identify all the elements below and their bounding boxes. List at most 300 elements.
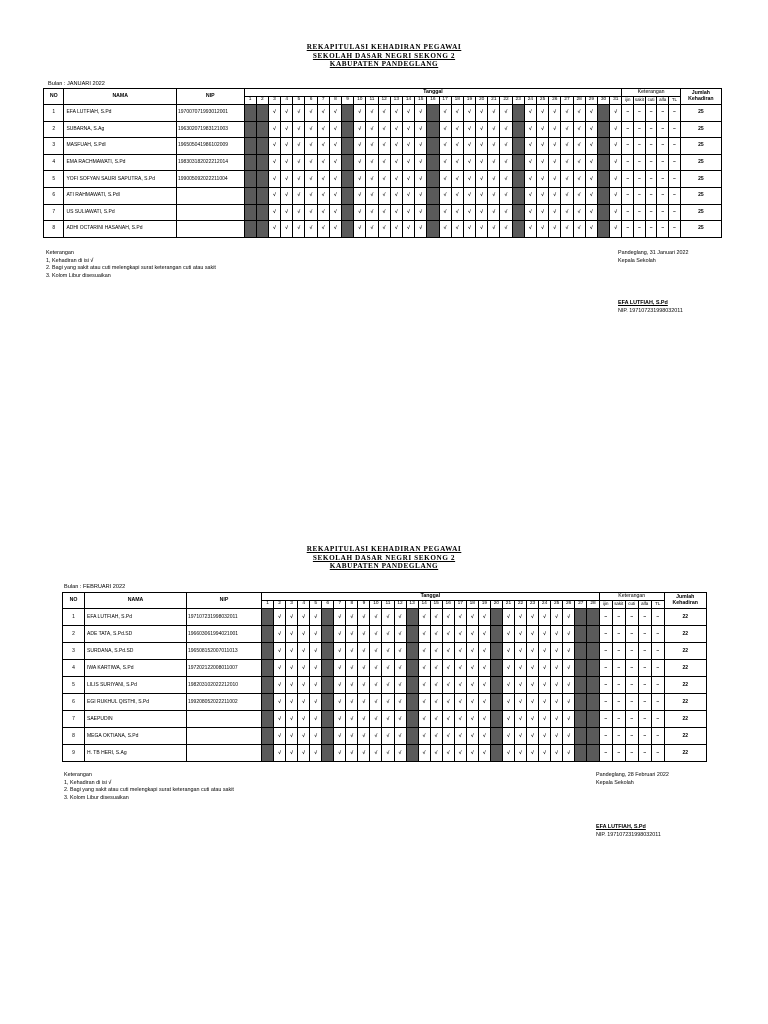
title-line: KABUPATEN PANDEGLANG [329,562,439,571]
check-icon: √ [390,154,402,171]
row-nip [187,711,262,728]
libur-cell [597,121,609,138]
day-number: 6 [305,97,317,105]
check-icon: √ [358,626,370,643]
check-icon: √ [394,643,406,660]
check-icon: √ [334,728,346,745]
ket-dash: – [651,660,664,677]
check-icon: √ [539,745,551,762]
check-icon: √ [585,187,597,204]
ket-dash: – [657,154,669,171]
day-number: 1 [244,97,256,105]
check-icon: √ [524,171,536,188]
sign-name: EFA LUTFIAH, S.Pd [618,300,668,306]
check-icon: √ [317,204,329,221]
note-line: Keterangan [46,250,74,256]
row-nama: ATI RAHMAWATI, S.Pdl [64,187,177,204]
check-icon: √ [268,105,280,122]
check-icon: √ [610,187,622,204]
check-icon: √ [500,221,512,238]
check-icon: √ [298,643,310,660]
check-icon: √ [549,105,561,122]
ket-dash: – [638,660,651,677]
row-no: 5 [44,171,64,188]
check-icon: √ [454,694,466,711]
libur-cell [256,138,268,155]
row-jumlah: 25 [680,204,721,221]
row-no: 7 [44,204,64,221]
check-icon: √ [334,677,346,694]
ket-dash: – [599,745,612,762]
check-icon: √ [378,121,390,138]
check-icon: √ [346,626,358,643]
check-icon: √ [585,171,597,188]
check-icon: √ [537,105,549,122]
check-icon: √ [502,711,514,728]
note-line: 2. Bagi yang sakit atau cuti melengkapi surat keterangan cuti atau sakit [64,787,234,794]
libur-cell [575,626,587,643]
check-icon: √ [286,626,298,643]
libur-cell [490,660,502,677]
check-icon: √ [439,204,451,221]
check-icon: √ [549,154,561,171]
check-icon: √ [390,171,402,188]
check-icon: √ [549,121,561,138]
check-icon: √ [549,204,561,221]
libur-cell [342,171,354,188]
day-number: 26 [563,601,575,609]
check-icon: √ [514,660,526,677]
row-no: 4 [44,154,64,171]
row-nama: H. TB HERI, S.Ag [85,745,187,762]
table-row [44,171,722,188]
check-icon: √ [274,694,286,711]
check-icon: √ [268,138,280,155]
check-icon: √ [439,138,451,155]
check-icon: √ [439,154,451,171]
check-icon: √ [310,728,322,745]
libur-cell [575,694,587,711]
check-icon: √ [382,626,394,643]
check-icon: √ [451,171,463,188]
check-icon: √ [537,204,549,221]
check-icon: √ [527,711,539,728]
ket-dash: – [638,711,651,728]
check-icon: √ [358,711,370,728]
row-jumlah: 22 [664,626,706,643]
row-nip [176,187,244,204]
check-icon: √ [527,728,539,745]
check-icon: √ [563,711,575,728]
check-icon: √ [502,728,514,745]
libur-cell [406,660,418,677]
check-icon: √ [539,660,551,677]
header-no: NO [63,593,85,609]
header-nip: NIP [187,593,262,609]
day-number: 25 [537,97,549,105]
check-icon: √ [378,187,390,204]
check-icon: √ [418,677,430,694]
bulan-label: Bulan : JANUARI 2022 [48,81,105,87]
check-icon: √ [454,609,466,626]
check-icon: √ [442,711,454,728]
row-jumlah: 22 [664,609,706,626]
day-number: 14 [402,97,414,105]
check-icon: √ [329,138,341,155]
check-icon: √ [415,187,427,204]
check-icon: √ [281,138,293,155]
check-icon: √ [305,204,317,221]
check-icon: √ [463,121,475,138]
check-icon: √ [274,609,286,626]
ket-dash: – [612,677,625,694]
check-icon: √ [500,204,512,221]
libur-cell [406,643,418,660]
attendance-table [43,88,722,238]
check-icon: √ [358,643,370,660]
libur-cell [406,711,418,728]
day-number: 2 [256,97,268,105]
check-icon: √ [354,105,366,122]
day-number: 26 [549,97,561,105]
check-icon: √ [439,171,451,188]
header-jumlah: Jumlah Kehadiran [664,593,706,609]
check-icon: √ [305,138,317,155]
libur-cell [256,221,268,238]
check-icon: √ [502,626,514,643]
check-icon: √ [549,187,561,204]
libur-cell [512,187,524,204]
libur-cell [342,121,354,138]
check-icon: √ [500,154,512,171]
check-icon: √ [281,154,293,171]
check-icon: √ [334,711,346,728]
row-nama: LILIS SURIYANI, S.Pd [85,677,187,694]
check-icon: √ [354,187,366,204]
check-icon: √ [298,609,310,626]
ket-dash: – [622,171,634,188]
header-tanggal: Tanggal [244,89,622,97]
ket-col-cuti: cuti [645,97,657,105]
row-nama: EFA LUTFIAH, S.Pd [85,609,187,626]
libur-cell [342,221,354,238]
check-icon: √ [366,154,378,171]
check-icon: √ [274,728,286,745]
check-icon: √ [463,138,475,155]
check-icon: √ [346,694,358,711]
libur-cell [512,204,524,221]
check-icon: √ [366,171,378,188]
check-icon: √ [539,711,551,728]
check-icon: √ [305,154,317,171]
header-no: NO [44,89,64,105]
check-icon: √ [90,257,94,264]
check-icon: √ [442,609,454,626]
check-icon: √ [370,711,382,728]
ket-dash: – [657,171,669,188]
ket-dash: – [599,677,612,694]
row-nama: ADE TATA, S.Pd.SD [85,626,187,643]
check-icon: √ [366,187,378,204]
ket-dash: – [625,643,638,660]
check-icon: √ [502,643,514,660]
check-icon: √ [451,187,463,204]
check-icon: √ [514,677,526,694]
ket-dash: – [645,187,657,204]
day-number: 23 [512,97,524,105]
check-icon: √ [610,138,622,155]
day-number: 12 [394,601,406,609]
row-no: 3 [44,138,64,155]
ket-dash: – [612,660,625,677]
check-icon: √ [430,626,442,643]
check-icon: √ [310,711,322,728]
check-icon: √ [390,221,402,238]
libur-cell [512,221,524,238]
check-icon: √ [454,677,466,694]
check-icon: √ [610,154,622,171]
libur-cell [575,728,587,745]
check-icon: √ [293,138,305,155]
check-icon: √ [514,711,526,728]
ket-col-alfa: alfa [638,601,651,609]
day-number: 9 [358,601,370,609]
check-icon: √ [354,138,366,155]
check-icon: √ [268,187,280,204]
libur-cell [262,643,274,660]
day-number: 24 [524,97,536,105]
check-icon: √ [382,609,394,626]
check-icon: √ [293,171,305,188]
libur-cell [427,171,439,188]
table-row [63,677,707,694]
ket-dash: – [634,221,646,238]
check-icon: √ [329,105,341,122]
check-icon: √ [418,643,430,660]
libur-cell [322,745,334,762]
title-line: SEKOLAH DASAR NEGRI SEKONG 2 [312,51,456,60]
check-icon: √ [430,660,442,677]
check-icon: √ [394,609,406,626]
row-no: 9 [63,745,85,762]
check-icon: √ [310,626,322,643]
check-icon: √ [394,745,406,762]
check-icon: √ [418,694,430,711]
ket-dash: – [657,187,669,204]
row-nama: US SULIAWATI, S.Pd [64,204,177,221]
check-icon: √ [274,745,286,762]
check-icon: √ [286,728,298,745]
signature-block [596,772,669,787]
check-icon: √ [286,745,298,762]
check-icon: √ [346,711,358,728]
check-icon: √ [378,105,390,122]
check-icon: √ [539,643,551,660]
check-icon: √ [476,154,488,171]
row-jumlah: 22 [664,728,706,745]
note-line: 3. Kolom Libur disesuaikan [46,272,111,279]
check-icon: √ [551,660,563,677]
ket-dash: – [625,626,638,643]
signature-name-block [596,824,661,839]
check-icon: √ [463,171,475,188]
row-nip: 199208052022211002 [187,694,262,711]
title-line: REKAPITULASI KEHADIRAN PEGAWAI [306,43,462,51]
day-number: 25 [551,601,563,609]
check-icon: √ [573,105,585,122]
check-icon: √ [382,728,394,745]
check-icon: √ [454,660,466,677]
check-icon: √ [317,105,329,122]
signature-name-block [618,300,683,315]
check-icon: √ [281,171,293,188]
row-jumlah: 25 [680,187,721,204]
check-icon: √ [476,105,488,122]
check-icon: √ [317,154,329,171]
check-icon: √ [293,154,305,171]
libur-cell [244,138,256,155]
ket-dash: – [622,221,634,238]
row-jumlah: 22 [664,745,706,762]
note-line: 2. Bagi yang sakit atau cuti melengkapi surat keterangan cuti atau sakit [46,265,216,272]
check-icon: √ [281,204,293,221]
check-icon: √ [346,728,358,745]
ket-dash: – [651,609,664,626]
check-icon: √ [418,745,430,762]
check-icon: √ [561,204,573,221]
check-icon: √ [463,221,475,238]
libur-cell [490,745,502,762]
check-icon: √ [573,187,585,204]
row-jumlah: 25 [680,221,721,238]
ket-dash: – [612,626,625,643]
header-nama: NAMA [85,593,187,609]
day-number: 5 [310,601,322,609]
check-icon: √ [370,694,382,711]
libur-cell [587,677,599,694]
check-icon: √ [298,745,310,762]
check-icon: √ [551,626,563,643]
row-nama: SUBARNA, S.Ag [64,121,177,138]
libur-cell [587,643,599,660]
check-icon: √ [451,204,463,221]
ket-col-sakit: sakit [612,601,625,609]
libur-cell [597,171,609,188]
check-icon: √ [537,121,549,138]
check-icon: √ [346,677,358,694]
check-icon: √ [418,711,430,728]
check-icon: √ [563,660,575,677]
check-icon: √ [442,626,454,643]
table-row [63,609,707,626]
day-number: 19 [478,601,490,609]
check-icon: √ [298,711,310,728]
check-icon: √ [394,728,406,745]
row-nip [187,745,262,762]
day-number: 4 [281,97,293,105]
check-icon: √ [610,204,622,221]
sign-place-date: Pandeglang, 28 Februari 2022 [596,772,669,778]
row-nama: EGI RUKHUL QISTHI, S.Pd [85,694,187,711]
signature-block [618,250,688,265]
table-row [63,728,707,745]
libur-cell [427,105,439,122]
row-nama: EMA RACHMAWATI, S.Pd [64,154,177,171]
ket-col-sakit: sakit [634,97,646,105]
ket-col-ijin: ijin [599,601,612,609]
row-nip: 197107231998032011 [187,609,262,626]
check-icon: √ [549,171,561,188]
ket-dash: – [622,154,634,171]
ket-dash: – [651,728,664,745]
ket-dash: – [599,626,612,643]
check-icon: √ [430,728,442,745]
ket-dash: – [599,643,612,660]
check-icon: √ [442,694,454,711]
check-icon: √ [466,660,478,677]
ket-dash: – [657,105,669,122]
day-number: 6 [322,601,334,609]
libur-cell [406,728,418,745]
check-icon: √ [488,105,500,122]
libur-cell [322,660,334,677]
check-icon: √ [442,660,454,677]
note-line: 1, Kehadiran di isi [64,779,107,786]
libur-cell [256,154,268,171]
check-icon: √ [402,105,414,122]
check-icon: √ [329,121,341,138]
ket-dash: – [651,643,664,660]
check-icon: √ [561,154,573,171]
libur-cell [427,121,439,138]
day-number: 27 [561,97,573,105]
libur-cell [427,138,439,155]
libur-cell [587,711,599,728]
check-icon: √ [500,187,512,204]
check-icon: √ [561,221,573,238]
table-row [63,745,707,762]
check-icon: √ [488,171,500,188]
check-icon: √ [415,121,427,138]
check-icon: √ [281,187,293,204]
check-icon: √ [563,694,575,711]
check-icon: √ [415,221,427,238]
check-icon: √ [346,660,358,677]
check-icon: √ [514,694,526,711]
check-icon: √ [394,711,406,728]
day-number: 21 [502,601,514,609]
sign-role: Kepala Sekolah [596,779,634,786]
day-number: 14 [418,601,430,609]
check-icon: √ [478,626,490,643]
libur-cell [490,626,502,643]
day-number: 7 [334,601,346,609]
check-icon: √ [476,171,488,188]
day-number: 7 [317,97,329,105]
check-icon: √ [378,138,390,155]
check-icon: √ [585,204,597,221]
check-icon: √ [358,660,370,677]
check-icon: √ [488,138,500,155]
day-number: 29 [585,97,597,105]
check-icon: √ [382,677,394,694]
check-icon: √ [573,154,585,171]
libur-cell [342,204,354,221]
row-no: 2 [44,121,64,138]
libur-cell [597,105,609,122]
check-icon: √ [539,626,551,643]
ket-dash: – [625,677,638,694]
